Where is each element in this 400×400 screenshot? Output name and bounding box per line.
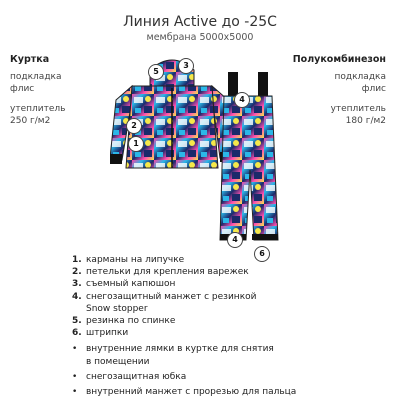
marker-4-lower: 4 [227, 232, 243, 248]
overalls-right-stirrup [252, 234, 278, 240]
list-item-continuation: Snow stopper [86, 303, 148, 314]
overalls-heading: Полукомбинезон [292, 54, 386, 65]
list-item: 4. снегозащитный манжет с резинкой [72, 291, 257, 302]
marker-2: 2 [126, 118, 142, 134]
marker-1: 1 [128, 136, 144, 152]
overalls-lining-value: флис [361, 84, 386, 94]
page-subtitle: мембрана 5000х5000 [146, 32, 254, 43]
jacket-specs [10, 54, 65, 127]
marker-5: 5 [148, 64, 164, 80]
list-item: 5. резинка по спинке [72, 316, 176, 327]
jacket-insulation-value: 250 г/м2 [10, 116, 51, 126]
overalls-insulation-label: утеплитель [330, 104, 386, 114]
jacket-lining-label: подкладка [10, 72, 62, 82]
overalls-specs [293, 54, 386, 127]
jacket-left-cuff [110, 154, 122, 164]
extra-item: • внутренний манжет с прорезью для пальца [72, 387, 297, 398]
list-item: 2. петельки для крепления варежек [72, 267, 249, 278]
marker-3: 3 [178, 58, 194, 74]
jacket-insulation-label: утеплитель [10, 104, 66, 114]
list-item: 1. карманы на липучке [72, 255, 185, 265]
extra-item: • внутренние лямки в куртке для снятия [72, 344, 274, 355]
page-title: Линия Active до -25С [123, 14, 277, 30]
jacket-lining-value: флис [10, 84, 35, 94]
feature-list [72, 254, 392, 398]
extra-item-continuation: в помещении [86, 356, 150, 367]
marker-6: 6 [254, 246, 270, 262]
extra-item: • снегозащитная юбка [72, 371, 187, 382]
overalls-body [220, 96, 278, 240]
overalls-insulation-value: 180 г/м2 [345, 116, 386, 126]
jacket-heading: Куртка [10, 54, 50, 65]
marker-4: 4 [234, 92, 250, 108]
list-item: 6. штрипки [72, 328, 129, 339]
list-item: 3. съемный капюшон [72, 279, 176, 290]
overalls-lining-label: подкладка [334, 72, 386, 82]
